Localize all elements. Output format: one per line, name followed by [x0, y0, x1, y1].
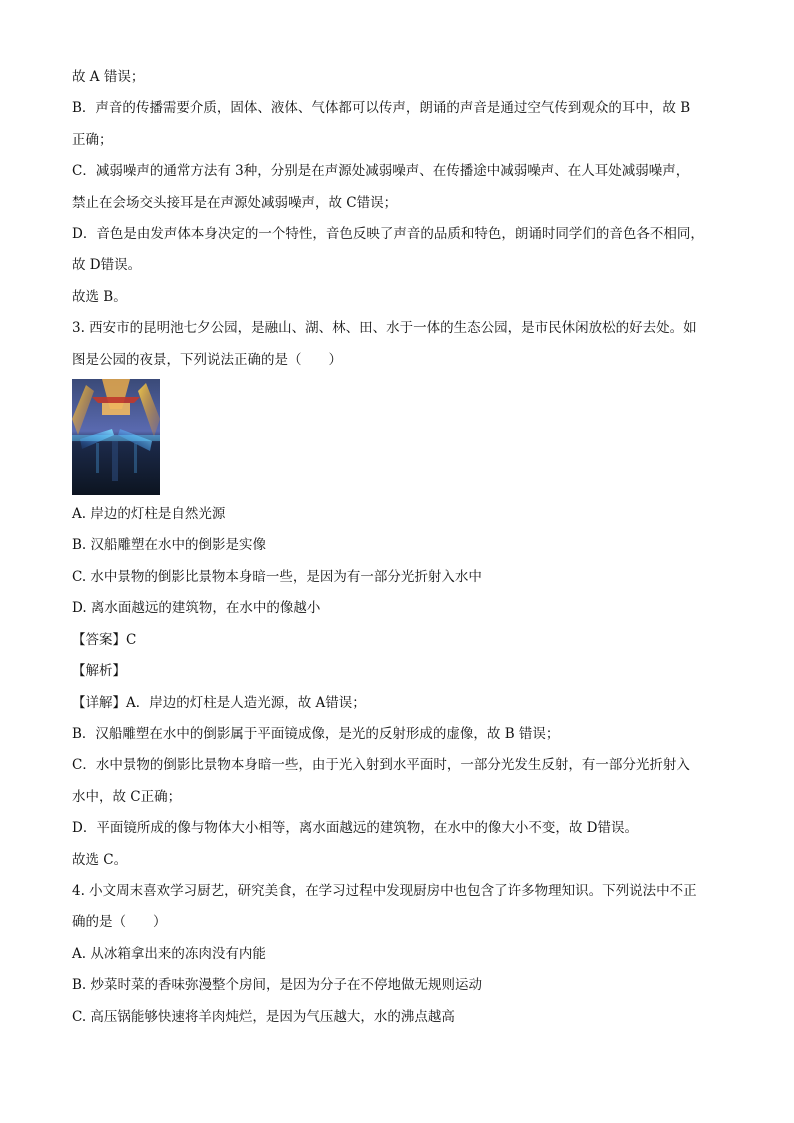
question-text: 3. 西安市的昆明池七夕公园，是融山、湖、林、田、水于一体的生态公园，是市民休闲放松的好去处。如 — [72, 320, 697, 337]
text-line: D．平面镜所成的像与物体大小相等，离水面越远的建筑物，在水中的像大小不变，故 D错误。 — [72, 820, 638, 837]
option-a: A. 岸边的灯柱是自然光源 — [72, 506, 226, 523]
night-scene-photo — [72, 379, 734, 495]
text-line: 【详解】A．岸边的灯柱是人造光源，故 A错误； — [72, 694, 366, 711]
analysis-heading: 【解析】 — [72, 663, 126, 680]
text-line: 水中，故 C正确； — [72, 788, 182, 805]
text-line: C．水中景物的倒影比景物本身暗一些，由于光入射到水平面时，一部分光发生反射，有一部分光折射入 — [72, 757, 690, 774]
text-line: 故选 B。 — [72, 288, 127, 305]
option-a: A. 从冰箱拿出来的冻肉没有内能 — [72, 945, 266, 962]
option-d: D. 离水面越远的建筑物，在水中的像越小 — [72, 600, 321, 617]
text-line: B．汉船雕塑在水中的倒影属于平面镜成像，是光的反射形成的虚像，故 B 错误； — [72, 725, 560, 742]
option-c: C. 高压锅能够快速将羊肉炖烂，是因为气压越大，水的沸点越高 — [72, 1008, 455, 1025]
text-line: C．减弱噪声的通常方法有 3种，分别是在声源处减弱噪声、在传播途中减弱噪声、在人耳处减弱噪声， — [72, 163, 690, 180]
park-night-image — [72, 379, 160, 495]
answer-line: 【答案】C — [72, 631, 137, 648]
text-line: 正确； — [72, 131, 113, 148]
option-b: B. 汉船雕塑在水中的倒影是实像 — [72, 537, 267, 554]
document-page — [72, 62, 734, 1033]
text-line: B．声音的传播需要介质，固体、液体、气体都可以传声，朗诵的声音是通过空气传到观众的耳中，故 B — [72, 100, 691, 117]
option-b: B. 炒菜时菜的香味弥漫整个房间，是因为分子在不停地做无规则运动 — [72, 977, 483, 994]
question-text: 图是公园的夜景，下列说法正确的是（ ） — [72, 351, 342, 368]
question-text: 确的是（ ） — [72, 914, 167, 931]
text-line: 故选 C。 — [72, 851, 128, 868]
text-line: 故 D错误。 — [72, 257, 142, 274]
text-line: 禁止在会场交头接耳是在声源处减弱噪声，故 C错误； — [72, 194, 398, 211]
text-line: 故 A 错误； — [72, 69, 145, 85]
question-text: 4. 小文周末喜欢学习厨艺，研究美食，在学习过程中发现厨房中也包含了许多物理知识。下列说法中不正 — [72, 882, 697, 899]
option-c: C. 水中景物的倒影比景物本身暗一些，是因为有一部分光折射入水中 — [72, 568, 482, 585]
text-line: D．音色是由发声体本身决定的一个特性，音色反映了声音的品质和特色，朗诵时同学们的音色各不相同， — [72, 226, 704, 243]
